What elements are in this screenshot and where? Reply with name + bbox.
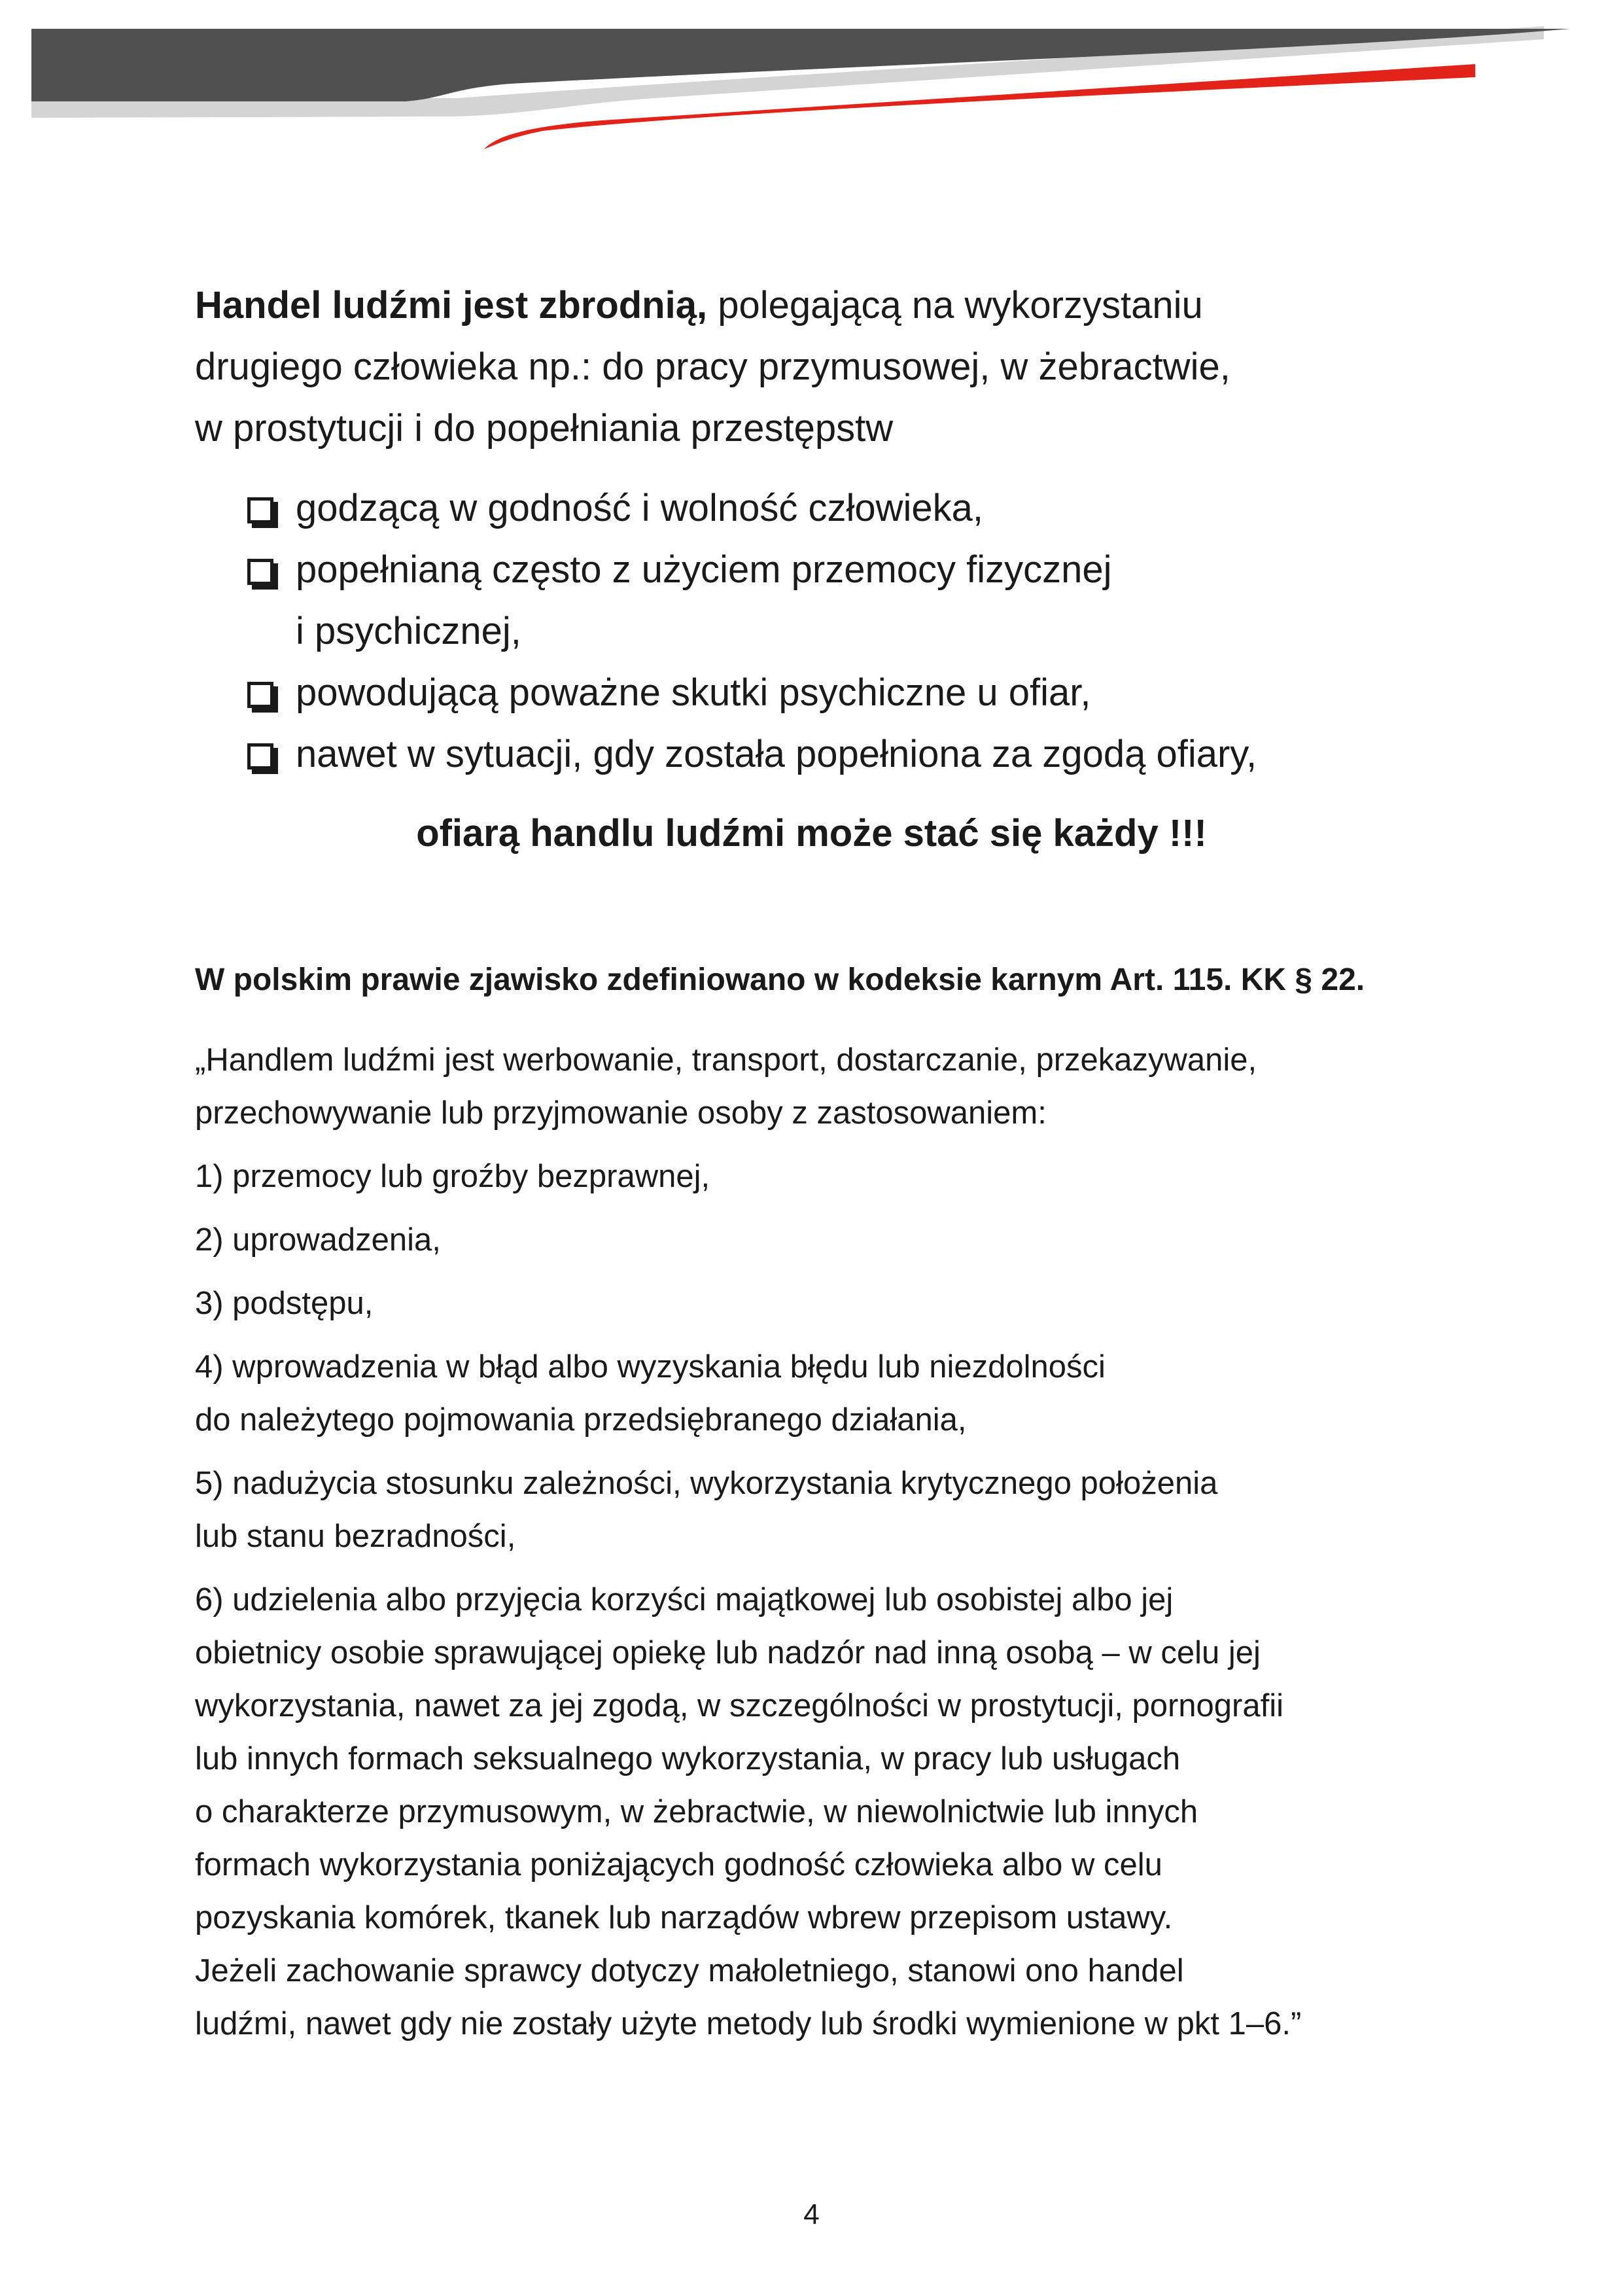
intro-line-2: drugiego człowieka np.: do pracy przymusowej, w żebractwie,	[195, 345, 1230, 388]
tagline: ofiarą handlu ludźmi może stać się każdy !!!	[416, 812, 1207, 855]
law-item-4-line: do należytego pojmowania przedsiębranego działania,	[195, 1402, 967, 1438]
checkbox-bullet-icon	[247, 682, 273, 708]
bullet-text: godzącą w godność i wolność człowieka,	[296, 487, 983, 529]
law-intro-line: przechowywanie lub przyjmowanie osoby z zastosowaniem:	[195, 1095, 1047, 1131]
bullet-item	[243, 478, 1473, 539]
bullet-text-continuation: i psychicznej,	[296, 610, 521, 652]
checkbox-bullet-icon	[247, 497, 273, 523]
law-item-5	[195, 1457, 1464, 1563]
law-item-6-line: obietnicy osobie sprawującej opiekę lub nadzór nad inną osobą – w celu jej	[195, 1635, 1261, 1670]
law-item-1: 1) przemocy lub groźby bezprawnej,	[195, 1159, 710, 1194]
intro-line-1-rest: polegającą na wykorzystaniu	[707, 284, 1203, 327]
intro-line-3: w prostytucji i do popełniania przestępstw	[195, 407, 894, 450]
law-item-6-line: Jeżeli zachowanie sprawcy dotyczy małoletniego, stanowi ono handel	[195, 1953, 1184, 1988]
bullet-text: nawet w sytuacji, gdy została popełniona za zgodą ofiary,	[296, 733, 1257, 775]
banner-dark-stripe	[31, 29, 1570, 101]
law-item-4-line: 4) wprowadzenia w błąd albo wyzyskania błędu lub niezdolności	[195, 1349, 1106, 1385]
law-item-6	[195, 1574, 1464, 2051]
law-item-5-line: lub stanu bezradności,	[195, 1519, 516, 1554]
law-intro-line: „Handlem ludźmi jest werbowanie, transport, dostarczanie, przekazywanie,	[195, 1042, 1257, 1078]
intro-line-1	[195, 275, 1464, 336]
law-item-6-line: ludźmi, nawet gdy nie zostały użyte metody lub środki wymienione w pkt 1–6.”	[195, 2006, 1302, 2041]
law-item-3: 3) podstępu,	[195, 1286, 374, 1321]
law-item-5-line: 5) nadużycia stosunku zależności, wykorzystania krytycznego położenia	[195, 1466, 1218, 1501]
bullet-item	[243, 539, 1473, 662]
law-heading: W polskim prawie zjawisko zdefiniowano w kodeksie karnym Art. 115. KK § 22.	[195, 963, 1365, 997]
bullet-text: powodującą poważne skutki psychiczne u ofiar,	[296, 671, 1091, 714]
bullet-item	[243, 662, 1473, 724]
law-item-4	[195, 1341, 1464, 1447]
law-intro	[195, 1034, 1464, 1140]
checkbox-bullet-icon	[247, 743, 273, 769]
law-item-6-line: 6) udzielenia albo przyjęcia korzyści majątkowej lub osobistej albo jej	[195, 1582, 1174, 1617]
intro-bold-lead: Handel ludźmi jest zbrodnią,	[195, 284, 708, 327]
law-definition	[195, 1034, 1464, 2061]
law-item-6-line: wykorzystania, nawet za jej zgodą, w szczególności w prostytucji, pornografii	[195, 1688, 1284, 1723]
law-item-6-line: pozyskania komórek, tkanek lub narządów wbrew przepisom ustawy.	[195, 1900, 1173, 1935]
law-item-6-line: formach wykorzystania poniżających godność człowieka albo w celu	[195, 1847, 1162, 1882]
bullet-item	[243, 724, 1473, 785]
law-item-6-line: o charakterze przymusowym, w żebractwie, w niewolnictwie lub innych	[195, 1794, 1198, 1829]
header-banner	[0, 0, 1623, 157]
bullet-text: popełnianą często z użyciem przemocy fizycznej	[296, 548, 1112, 591]
bullet-list	[243, 478, 1473, 785]
page-number: 4	[803, 2199, 820, 2231]
checkbox-bullet-icon	[247, 559, 273, 585]
intro-paragraph	[195, 275, 1464, 459]
law-item-2: 2) uprowadzenia,	[195, 1222, 441, 1258]
law-item-6-line: lub innych formach seksualnego wykorzystania, w pracy lub usługach	[195, 1741, 1181, 1776]
